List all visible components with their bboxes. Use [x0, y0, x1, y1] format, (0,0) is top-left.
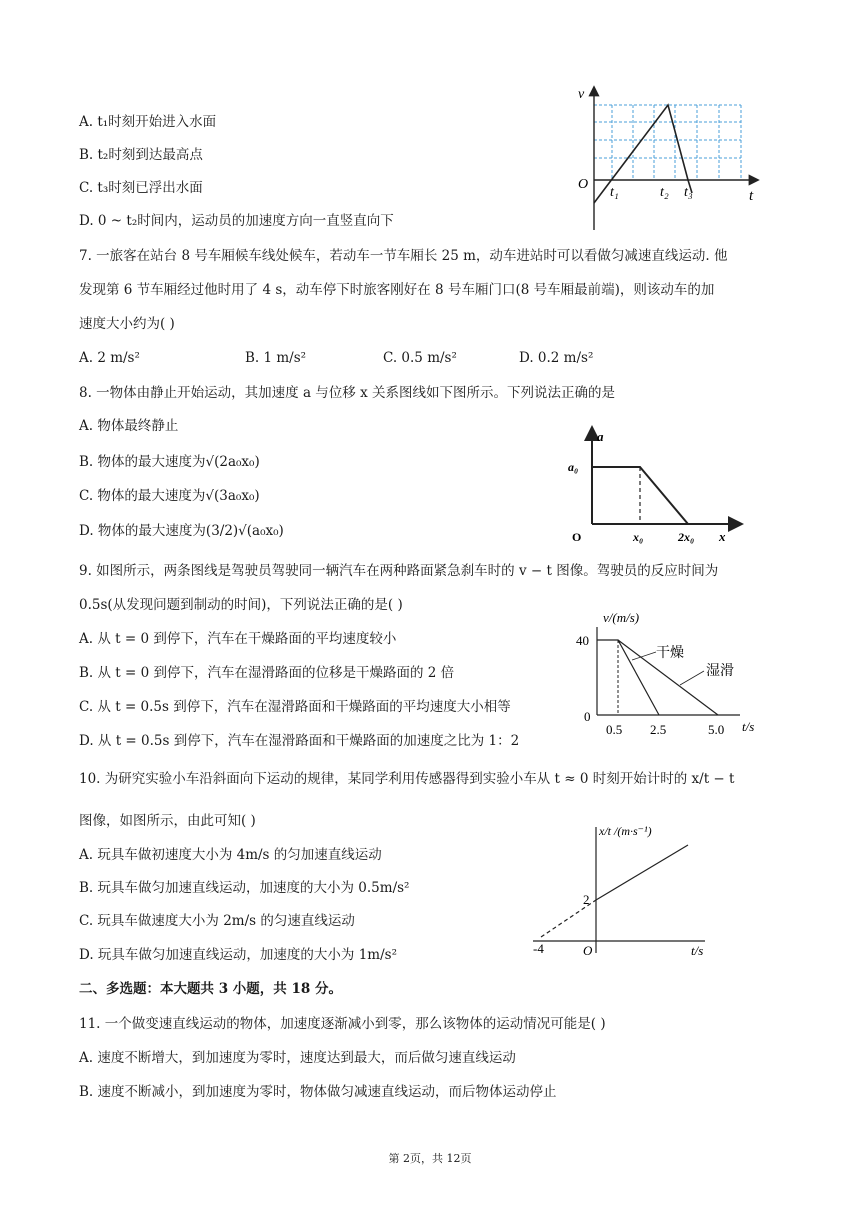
q9-y-tick-40: 40 [576, 633, 589, 648]
q8-origin: O [572, 530, 582, 544]
q9-x-tick-0: 0 [584, 709, 591, 724]
q9-line-1: 9. 如图所示，两条图线是驾驶员驾驶同一辆汽车在两种路面紧急刹车时的 v − t 图像。驾驶员的反应时间为 [79, 563, 719, 579]
q6-origin: O [578, 177, 589, 192]
q6-option-d: D. 0 ~ t₂时间内，运动员的加速度方向一直竖直向下 [79, 213, 394, 229]
q8-x0: x₀ [633, 530, 644, 544]
q9-dry-line [597, 640, 659, 715]
q11-option-b: B. 速度不断减小，到加速度为零时，物体做匀减速直线运动，而后物体运动停止 [79, 1084, 557, 1100]
q6-t2: t₂ [660, 185, 669, 200]
q10-x-label: t/s [691, 943, 704, 958]
q6-t1: t₁ [610, 185, 619, 200]
q7-line-3: 速度大小约为( ) [79, 316, 175, 332]
q8-2x0: 2x₀ [678, 530, 695, 544]
q8-option-a: A. 物体最终静止 [79, 418, 179, 434]
q7-option-d: D. 0.2 m/s² [519, 350, 594, 366]
q7-option-c: C. 0.5 m/s² [383, 350, 457, 366]
q10-option-d: D. 玩具车做匀加速直线运动，加速度的大小为 1m/s² [79, 947, 397, 963]
q6-y-label: v [578, 87, 585, 102]
q8-stem: 8. 一物体由静止开始运动，其加速度 a 与位移 x 关系图线如下图所示。下列说法正确的是 [79, 385, 615, 401]
q10-y-tick-2: 2 [583, 892, 590, 907]
q8-a0: a₀ [568, 460, 579, 474]
q8-ax-graph [560, 423, 760, 548]
q9-option-c: C. 从 t = 0.5s 到停下，汽车在湿滑路面和干燥路面的平均速度大小相等 [79, 699, 511, 715]
q9-option-b: B. 从 t = 0 到停下，汽车在湿滑路面的位移是干燥路面的 2 倍 [79, 665, 455, 681]
q8-y-label: a [597, 429, 604, 444]
q11-stem: 11. 一个做变速直线运动的物体，加速度逐渐减小到零，那么该物体的运动情况可能是( ) [79, 1016, 606, 1032]
q10-line-2: 图像，如图所示，由此可知( ) [79, 813, 256, 829]
q6-t3: t₃ [684, 185, 693, 200]
q8-option-c: C. 物体的最大速度为√(3a₀x₀) [79, 488, 260, 504]
q9-x-tick-5-0: 5.0 [708, 722, 725, 737]
q10-origin: O [583, 943, 593, 958]
section-2-heading: 二、多选题：本大题共 3 小题，共 18 分。 [79, 981, 342, 997]
q9-x-tick-0-5: 0.5 [606, 722, 623, 737]
q6-vt-graph [560, 80, 770, 235]
q7-line-1: 7. 一旅客在站台 8 号车厢候车线处候车，若动车一节车厢长 25 m，动车进站时可以看做匀减速直线运动. 他 [79, 248, 728, 264]
q6-grid [594, 105, 741, 180]
q9-option-a: A. 从 t = 0 到停下，汽车在干燥路面的平均速度较小 [79, 631, 397, 647]
q6-option-a: A. t₁时刻开始进入水面 [79, 114, 217, 130]
q10-option-c: C. 玩具车做速度大小为 2m/s 的匀速直线运动 [79, 913, 355, 929]
q11-option-a: A. 速度不断增大，到加速度为零时，速度达到最大，而后做匀速直线运动 [79, 1050, 516, 1066]
q9-option-d: D. 从 t = 0.5s 到停下，汽车在湿滑路面和干燥路面的加速度之比为 1：2 [79, 733, 520, 749]
q9-wet-label: 湿滑 [706, 664, 734, 679]
q9-x-tick-2-5: 2.5 [650, 722, 667, 737]
q10-line-1: 10. 为研究实验小车沿斜面向下运动的规律，某同学利用传感器得到实验小车从 t ≈ 0 时刻开始计时的 x/t − t [79, 771, 735, 787]
q6-option-b: B. t₂时刻到达最高点 [79, 147, 203, 163]
q9-y-label: v/(m/s) [603, 610, 640, 625]
page-footer: 第 2页，共 12页 [388, 1152, 472, 1165]
q7-option-a: A. 2 m/s² [79, 350, 140, 366]
q10-xt-graph [525, 815, 725, 965]
q6-option-c: C. t₃时刻已浮出水面 [79, 180, 203, 196]
q8-option-d: D. 物体的最大速度为(3/2)√(a₀x₀) [79, 523, 284, 539]
q10-solid-line [596, 845, 688, 900]
q10-x-tick-neg4: -4 [533, 941, 544, 956]
q7-line-2: 发现第 6 节车厢经过他时用了 4 s，动车停下时旅客刚好在 8 号车厢门口(8 号车厢最前端)，则该动车的加 [79, 282, 715, 298]
q10-option-a: A. 玩具车做初速度大小为 4m/s 的匀加速直线运动 [79, 847, 382, 863]
q9-line-2: 0.5s(从发现问题到制动的时间)，下列说法正确的是( ) [79, 597, 403, 613]
q7-option-b: B. 1 m/s² [245, 350, 307, 366]
q6-x-label: t [749, 188, 754, 204]
q6-v-line [594, 105, 692, 203]
q10-y-label: x/t /(m·s⁻¹) [599, 824, 652, 838]
q9-x-label: t/s [742, 719, 755, 734]
q10-option-b: B. 玩具车做匀加速直线运动，加速度的大小为 0.5m/s² [79, 880, 410, 896]
q9-vt-graph [570, 605, 770, 740]
q8-x-label: x [719, 529, 726, 544]
q8-option-b: B. 物体的最大速度为√(2a₀x₀) [79, 454, 260, 470]
q9-dry-label: 干燥 [656, 646, 684, 661]
